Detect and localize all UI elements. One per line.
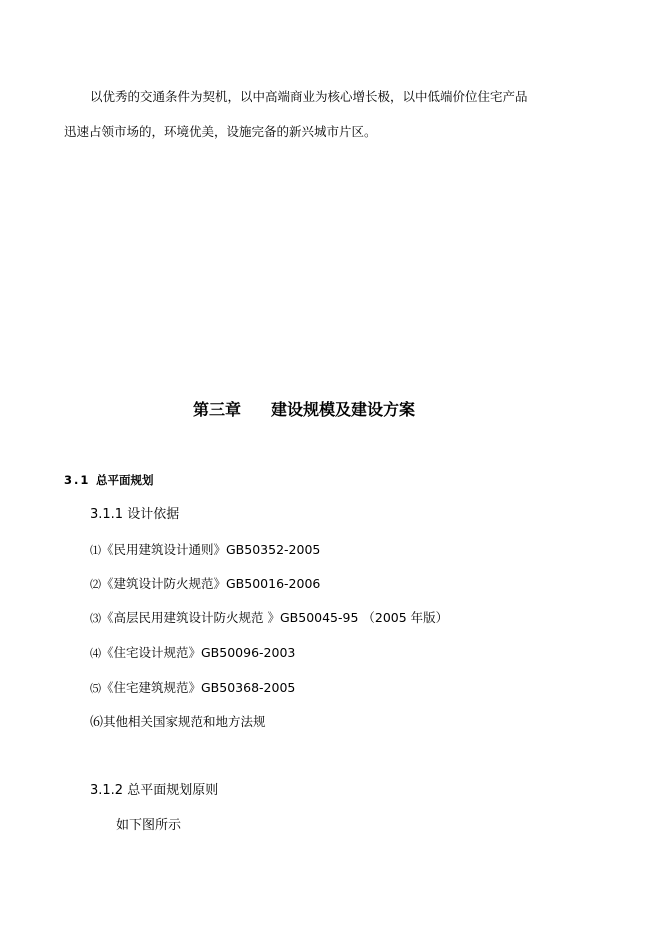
- figure-note: 如下图所示: [116, 818, 182, 833]
- reference-text: 《建筑设计防火规范》GB50016-2006: [101, 576, 321, 591]
- reference-marker: ⑸: [90, 682, 101, 695]
- reference-item-3: [90, 610, 448, 627]
- intro-paragraph-line-2: 迅速占领市场的，环境优美，设施完备的新兴城市片区。: [64, 124, 377, 139]
- subsection-1-heading: 3.1.1 设计依据: [90, 507, 180, 522]
- reference-text: 其他相关国家规范和地方法规: [103, 714, 266, 729]
- section-heading: [64, 473, 154, 487]
- chapter-number: 第三章: [193, 400, 242, 419]
- reference-item-4: [90, 645, 295, 662]
- reference-item-1: [90, 542, 320, 559]
- reference-text: 《住宅建筑规范》GB50368-2005: [101, 680, 296, 695]
- section-title: 总平面规划: [96, 473, 154, 487]
- reference-text: 《民用建筑设计通则》GB50352-2005: [101, 542, 321, 557]
- chapter-title: 建设规模及建设方案: [271, 400, 416, 419]
- reference-item-6: [90, 714, 266, 731]
- reference-item-2: [90, 576, 320, 593]
- chapter-heading: [193, 400, 415, 420]
- reference-marker: ⑵: [90, 578, 101, 591]
- reference-marker: ⑴: [90, 544, 101, 557]
- reference-text: 《高层民用建筑设计防火规范 》GB50045-95 （2005 年版）: [101, 610, 449, 625]
- intro-paragraph-line-1: 以优秀的交通条件为契机，以中高端商业为核心增长极，以中低端价位住宅产品: [90, 89, 528, 104]
- subsection-2-heading: 3.1.2 总平面规划原则: [90, 783, 219, 798]
- reference-text: 《住宅设计规范》GB50096-2003: [101, 645, 296, 660]
- reference-marker: ⑷: [90, 647, 101, 660]
- section-number: 3.1: [64, 473, 91, 487]
- reference-item-5: [90, 680, 295, 697]
- reference-marker: ⑹: [90, 715, 104, 730]
- reference-marker: ⑶: [90, 612, 101, 625]
